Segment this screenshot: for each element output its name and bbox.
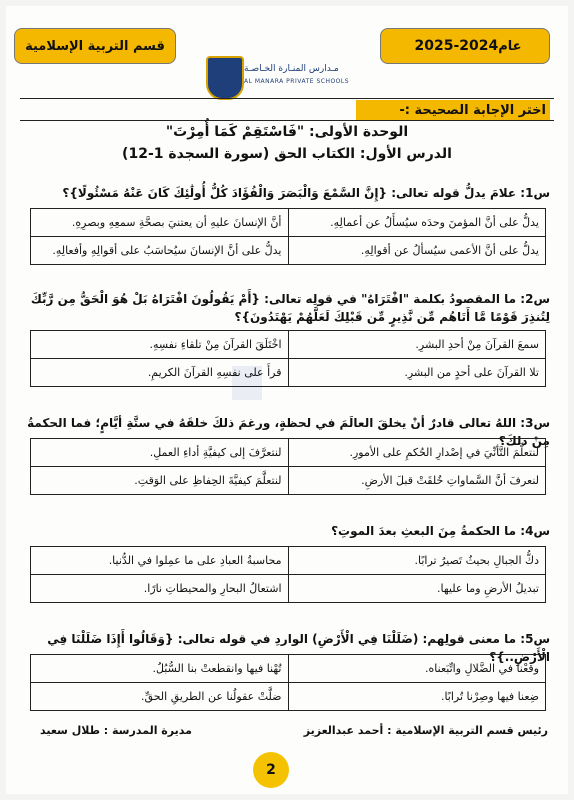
divider (20, 98, 554, 99)
question-text: س4: ما الحكمةُ مِنَ البعثِ بعدَ الموتِ؟ (331, 524, 550, 538)
school-name-ar: مـدارس المنـارة الخـاصـة (244, 64, 339, 74)
option-cell[interactable]: محاسبةُ العبادِ على ما عمِلوا في الدُّنيا. (31, 547, 289, 575)
year-badge (380, 28, 550, 64)
question-text: س2: ما المقصودُ بكلمة "افْتَرَاهُ" في قولِه تعالى: {أَمْ يَقُولُونَ افْتَرَاهُ بَلْ هُوَ الْحَقُّ مِن رَّبِّكَ لِتُنذِرَ قَوْمًا مَّا أَتَاهُم مِّن نَّذِيرٍ مِّن قَبْلِكَ لَعَلَّهُمْ يَهْتَدُونَ}؟ (30, 292, 550, 324)
department-label: قسم التربية الإسلامية (25, 38, 165, 54)
school-shield-icon (206, 56, 244, 100)
school-logo (206, 56, 356, 98)
year-label: عام (498, 38, 522, 54)
year-value: 2025-2024 (414, 38, 499, 54)
options-table (30, 330, 546, 387)
option-cell[interactable]: قرأَ على نفسِهِ القرآنَ الكريمِ. (31, 359, 289, 387)
question-text: س5: ما معنى قولِهم: (ضَلَلْنَا فِي الْأَرْضِ) الواردِ في قوله تعالى: {وَقَالُوا أَإِذَا ضَلَلْنَا فِي الْأَرْضِ..}؟ (47, 632, 550, 664)
option-cell[interactable]: تلا القرآنَ على أحدٍ من البشرِ. (288, 359, 546, 387)
option-cell[interactable]: يدلُّ على أنَّ الإنسانَ سيُحاسَبُ على أقوالِهِ وأفعالِهِ. (31, 237, 289, 265)
option-cell[interactable]: يدلُّ على أنَّ الأعمى سيُسألُ عن أقوالِهِ. (288, 237, 546, 265)
option-cell[interactable]: اخْتَلَقَ القرآنَ مِنْ تلقاءِ نفسِهِ. (31, 331, 289, 359)
instruction-label: اختر الإجابة الصحيحة :- (356, 100, 550, 120)
option-cell[interactable]: لنعرفَ أنَّ السَّماواتِ خُلقَتْ قبلَ الأرضِ. (288, 467, 546, 495)
divider (20, 120, 554, 121)
option-cell[interactable]: وقعْنا في الضَّلالِ واتِّبَعناه. (288, 655, 546, 683)
option-cell[interactable]: لنتعلَّمَ التَّأنِّيَ في إصْدارِ الحُكمِ على الأمورِ. (288, 439, 546, 467)
question-text: س3: اللهُ تعالى قادرٌ أنْ يخلقَ العالَمَ في لحظةٍ، ورغمَ ذلكَ خلقَهُ في ستَّةِ أيَّامٍ؛ فما الحكمةُ مِنْ ذلكَ؟ (27, 416, 550, 448)
options-table (30, 654, 546, 711)
option-cell[interactable]: يدلُّ على أنَّ المؤمنَ وحدَه سيُسأَلُ عن أعمالِهِ. (288, 209, 546, 237)
principal-signature: مديرة المدرسة : طلال سعيد (40, 724, 192, 737)
option-cell[interactable]: دكُّ الجبالِ بحيثُ تَصيرُ ترابًا. (288, 547, 546, 575)
options-table (30, 208, 546, 265)
option-cell[interactable]: تبديلُ الأرضِ وما عليها. (288, 575, 546, 603)
options-table (30, 546, 546, 603)
lesson-title: الدرس الأول: الكتاب الحق (سورة السجدة 1-12) (122, 146, 452, 162)
option-cell[interactable]: تُهْنا فيها وانقطعتْ بنا السُّبُلُ. (31, 655, 289, 683)
page-number: 2 (253, 752, 289, 788)
options-table (30, 438, 546, 495)
department-badge (14, 28, 176, 64)
option-cell[interactable]: ضِعنا فيها وصِرْنا تُرابًا. (288, 683, 546, 711)
option-cell[interactable]: لنتعرَّفَ إلى كيفيَّةِ أداءِ العملِ. (31, 439, 289, 467)
option-cell[interactable]: ضلَّتْ عقولُنا عن الطريقِ الحقِّ. (31, 683, 289, 711)
unit-title: الوحدة الأولى: "فَاسْتَقِمْ كَمَا أُمِرْتَ" (165, 124, 409, 140)
option-cell[interactable]: لنتعلَّمَ كيفيَّةَ الحِفاظِ على الوَقتِ. (31, 467, 289, 495)
question-text: س1: علامَ يدلُّ قوله تعالى: {إِنَّ السَّمْعَ وَالْبَصَرَ وَالْفُؤَادَ كُلُّ أُولَٰئِكَ كَانَ عَنْهُ مَسْئُولًا}؟ (62, 186, 550, 200)
option-cell[interactable]: سمعَ القرآنَ مِنْ أحدِ البشرِ. (288, 331, 546, 359)
option-cell[interactable]: اشتعالُ البحارِ والمحيطاتِ نارًا. (31, 575, 289, 603)
school-name-en: AL MANARA PRIVATE SCHOOLS (244, 78, 350, 85)
department-head-signature: رئيس قسم التربية الإسلامية : أحمد عبدالعزيز (303, 724, 548, 737)
option-cell[interactable]: أنَّ الإنسانَ عليهِ أن يعتنيَ بصحَّةِ سمعِهِ وبصرِهِ. (31, 209, 289, 237)
